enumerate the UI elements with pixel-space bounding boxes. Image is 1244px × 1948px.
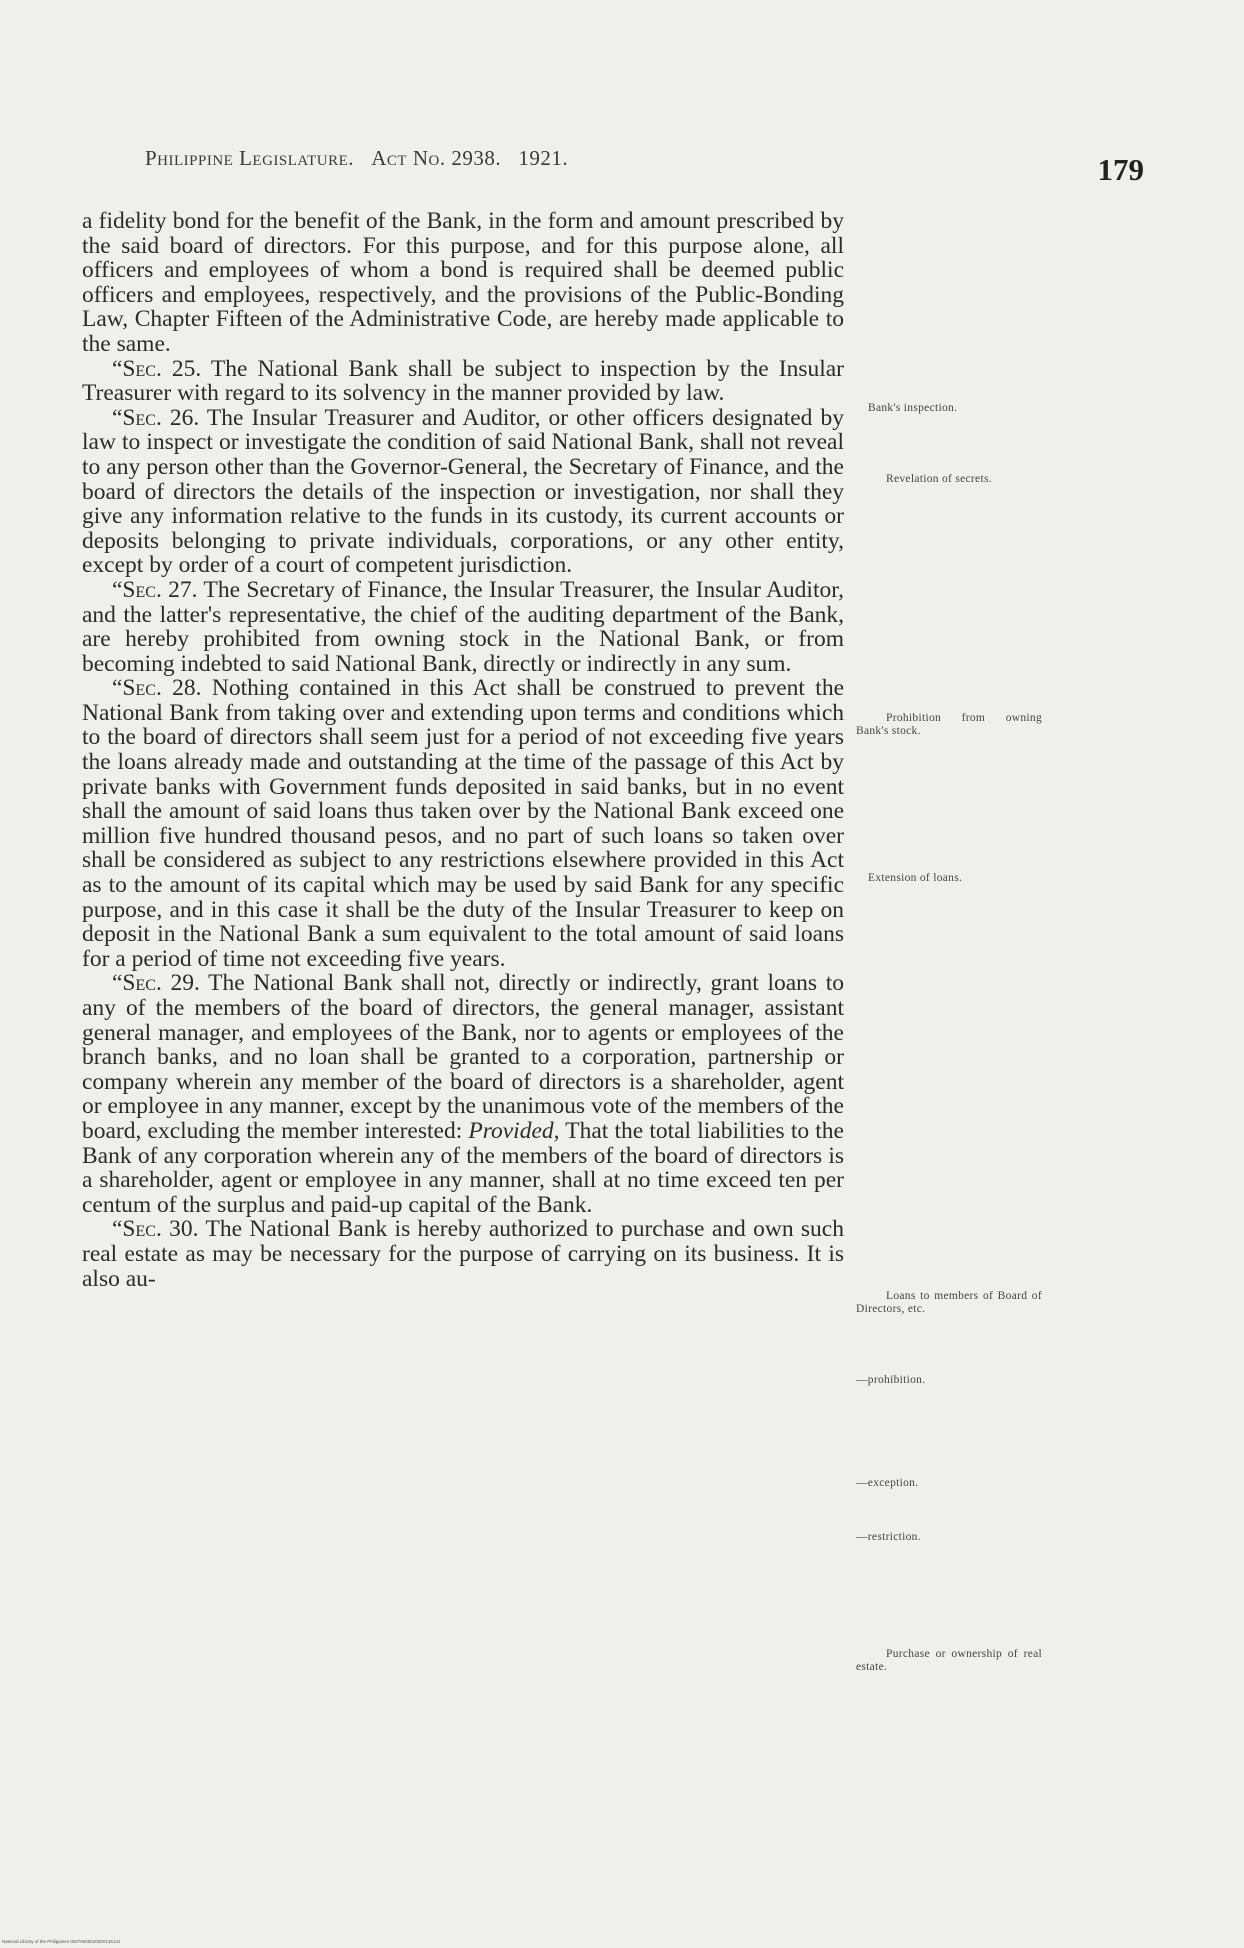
margin-note-prohibition-stock: Prohibition from owning Bank's stock. [856, 712, 1042, 737]
section-25 [82, 357, 844, 406]
section-30 [82, 1217, 844, 1291]
paragraph-fidelity-bond: a fidelity bond for the benefit of the Bank, in the form and amount prescribed by the said board of directors. For this purpose, and for this purpose alone, all officers and employees of whom a bond is required shall be deemed public officers and employees, respectively, and the provisions of the Public-Bonding Law, Chapter Fifteen of the Administrative Code, are hereby made applicable to the same. [82, 208, 844, 357]
margin-notes [852, 0, 1042, 1948]
section-26-label: “Sec. 26. [112, 404, 200, 431]
margin-note-revelation-secrets: Revelation of secrets. [886, 473, 992, 485]
section-30-label: “Sec. 30. [112, 1216, 199, 1243]
section-28-text: Nothing contained in this Act shall be construed to prevent the National Bank from taking over and extending upon terms and conditions which to the board of directors shall seem just for a period of not exceeding five years the loans already made and outstanding at the time of the passage of this Act by private banks with Government funds deposited in said banks, but in no event shall the amount of said loans thus taken over by the National Bank exceed one million five hundred thousand pesos, and no part of such loans so taken over shall be considered as subject to any restrictions elsewhere provided in this Act as to the amount of its capital which may be used by said Bank for any specific purpose, and in this case it shall be the duty of the Insular Treasurer to keep on deposit in the National Bank a sum equivalent to the total amount of said loans for a period of time not exceeding five years. [82, 675, 844, 972]
section-27 [82, 578, 844, 676]
section-29-text: The National Bank shall not, directly or indirectly, grant loans to any of the members of the board of directors, the general manager, assistant general manager, and employees of the Bank, nor to agents or employees of the branch banks, and no loan shall be granted to a corporation, partnership or company wherein any member of the board of directors is a shareholder, agent or employee in any manner, except by the unanimous vote of the members of the board, excluding the member interested: [82, 970, 844, 1144]
section-29-provided: Provided, [468, 1117, 560, 1144]
section-28-label: “Sec. 28. [112, 675, 202, 702]
section-25-text: The National Bank shall be subject to inspection by the Insular Treasurer with regard to its solvency in the manner provided by law. [82, 355, 844, 407]
section-29 [82, 971, 844, 1217]
body-text [82, 209, 844, 1291]
page-number: 179 [1097, 152, 1144, 187]
section-28 [82, 676, 844, 971]
section-25-label: “Sec. 25. [112, 355, 202, 382]
margin-note-extension-loans: Extension of loans. [868, 872, 963, 884]
margin-note-exception: —exception. [856, 1477, 919, 1489]
section-29-proviso-text: That the total liabilities to the Bank of any corporation wherein any of the members of the board of directors is a shareholder, agent or employee in any manner, shall at no time exceed ten per centum of the surplus and paid-up capital of the Bank. [82, 1117, 844, 1218]
library-imprint: National Library of the Philippines 00279000040000135131 [2, 1939, 121, 1944]
running-head-legislature: Philippine Legislature. [145, 146, 354, 170]
margin-note-restriction: —restriction. [856, 1531, 921, 1543]
section-27-label: “Sec. 27. [112, 576, 198, 603]
running-head-year: 1921. [518, 146, 569, 170]
margin-note-prohibition: —prohibition. [856, 1374, 926, 1386]
margin-note-real-estate: Purchase or ownership of real estate. [856, 1648, 1042, 1673]
section-29-label: “Sec. 29. [112, 970, 200, 997]
section-26 [82, 406, 844, 578]
section-27-text: The Secretary of Finance, the Insular Treasurer, the Insular Auditor, and the latter's representative, the chief of the auditing department of the Bank, are hereby prohibited from owning stock in the National Bank, or from becoming indebted to said National Bank, directly or indirectly in any sum. [82, 576, 844, 677]
running-head-act: Act No. 2938. [371, 146, 502, 170]
section-26-text: The Insular Treasurer and Auditor, or other officers designated by law to inspect or investigate the condition of said National Bank, shall not reveal to any person other than the Governor-General, the Secretary of Finance, and the board of directors the details of the inspection or investigation, nor shall they give any information relative to the funds in its custody, its current accounts or deposits belonging to private individuals, corporations, or any other entity, except by order of a court of competent jurisdiction. [82, 404, 845, 579]
margin-note-bank-inspection: Bank's inspection. [868, 402, 958, 414]
margin-note-loans-board: Loans to members of Board of Directors, etc. [856, 1290, 1042, 1315]
running-head [145, 146, 568, 171]
section-30-text: The National Bank is hereby authorized to purchase and own such real estate as may be necessary for the purpose of carrying on its business. It is also au- [82, 1216, 844, 1292]
